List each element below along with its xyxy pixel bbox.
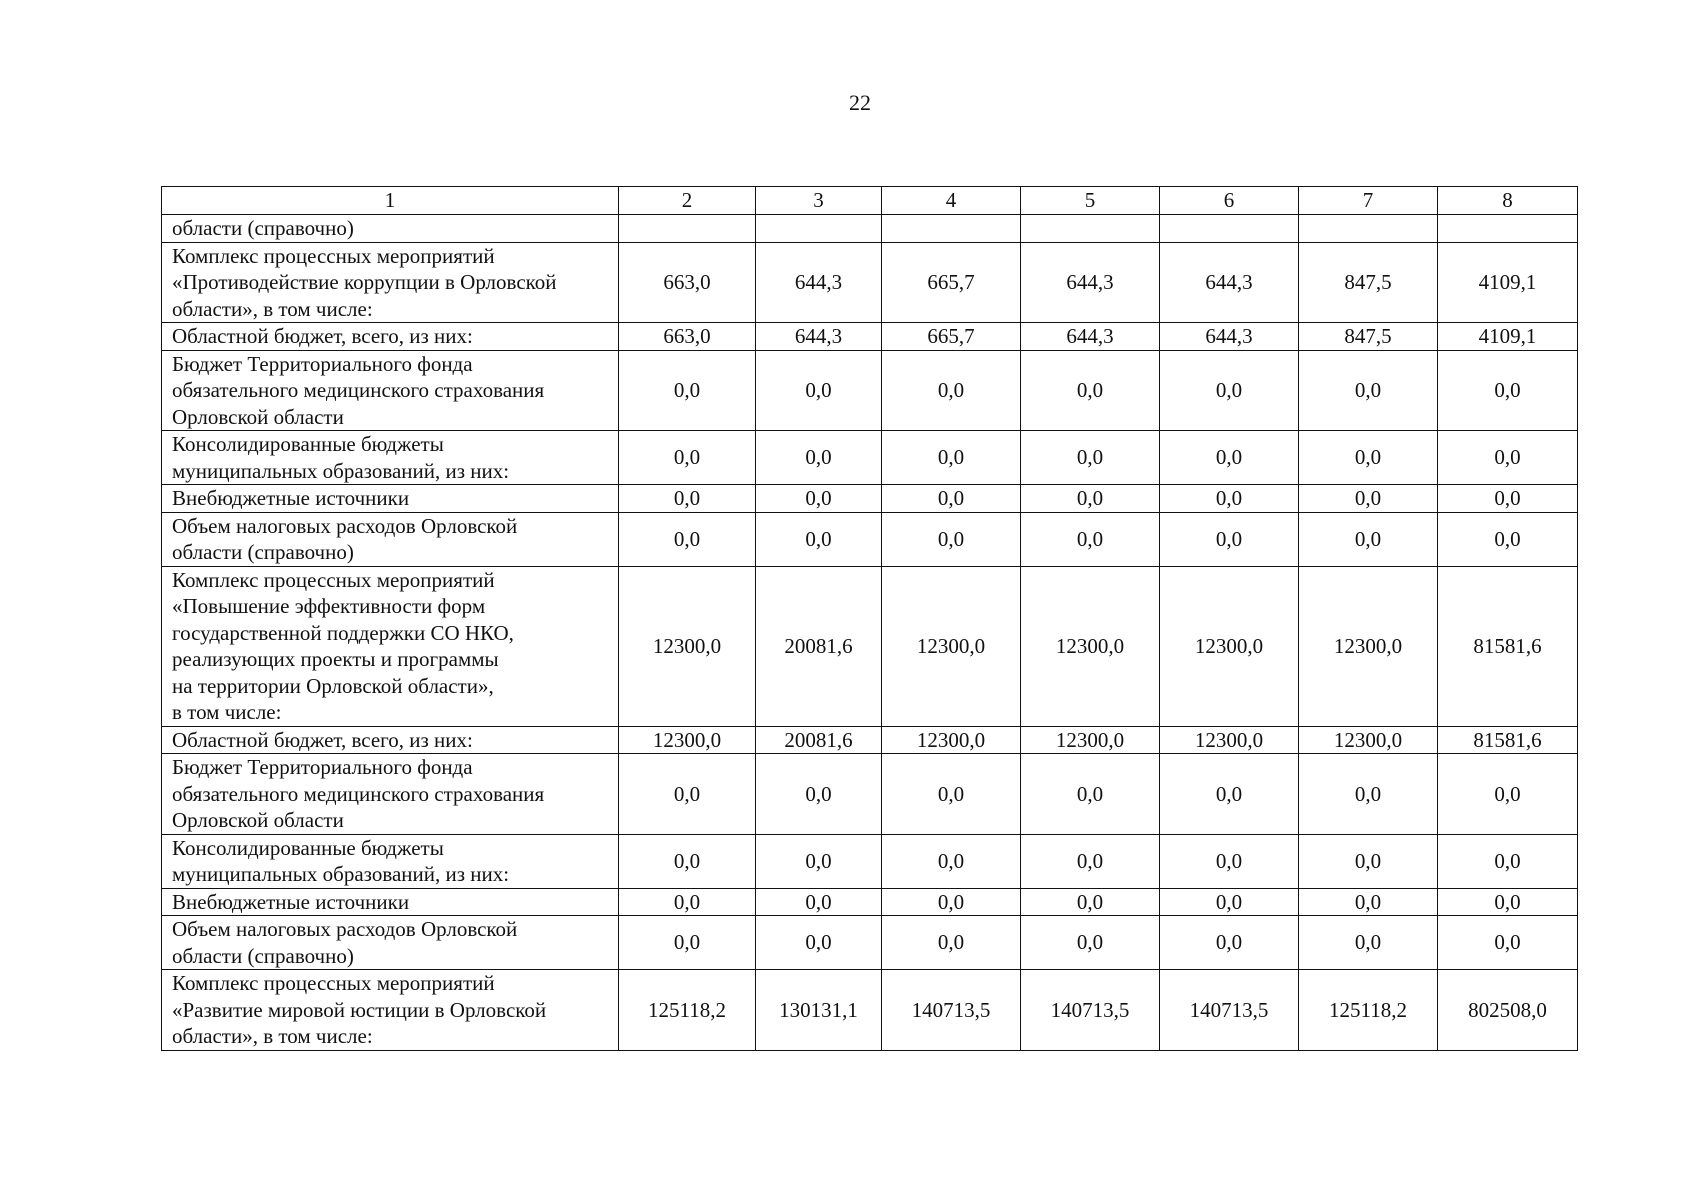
value-cell: 0,0 [619,431,756,485]
row-label-line: «Противодействие коррупции в Орловской [172,270,557,294]
row-label-line: муниципальных образований, из них: [172,862,510,886]
value-cell: 81581,6 [1438,566,1578,726]
row-label-line: на территории Орловской области», [172,673,494,698]
value-cell: 4109,1 [1438,242,1578,323]
value-cell: 0,0 [756,485,882,513]
value-cell: 0,0 [1160,834,1299,888]
row-label-line: Объем налоговых расходов Орловской [172,513,518,538]
column-number-4: 4 [882,187,1021,215]
value-cell: 0,0 [1438,512,1578,566]
column-number-5: 5 [1021,187,1160,215]
value-cell: 0,0 [1299,916,1438,970]
value-cell: 12300,0 [1021,726,1160,754]
value-cell: 12300,0 [619,566,756,726]
column-number-1: 1 [162,187,619,215]
column-number-8: 8 [1438,187,1578,215]
value-cell: 0,0 [1299,754,1438,835]
value-cell: 0,0 [882,431,1021,485]
row-label [162,431,619,485]
value-cell: 0,0 [1021,888,1160,916]
value-cell: 847,5 [1299,242,1438,323]
column-number-3: 3 [756,187,882,215]
table-row [162,834,1578,888]
row-label [162,754,619,835]
value-cell: 0,0 [1438,485,1578,513]
table-row [162,970,1578,1051]
value-cell: 0,0 [1021,485,1160,513]
row-label-line: Орловской области [172,404,344,429]
table-row [162,431,1578,485]
value-cell: 0,0 [1299,834,1438,888]
value-cell: 0,0 [756,350,882,431]
table-row [162,242,1578,323]
row-label-line: области», в том числе: [172,1024,373,1048]
value-cell: 663,0 [619,242,756,323]
value-cell: 12300,0 [882,726,1021,754]
value-cell: 0,0 [756,754,882,835]
value-cell: 0,0 [619,485,756,513]
row-label-line: Орловской области [172,808,344,832]
row-label-line: Внебюджетные источники [172,486,410,510]
value-cell: 140713,5 [1160,970,1299,1051]
row-label [162,834,619,888]
value-cell [1160,215,1299,243]
value-cell: 0,0 [1021,350,1160,431]
value-cell: 644,3 [1021,242,1160,323]
value-cell: 0,0 [882,888,1021,916]
value-cell: 0,0 [1438,834,1578,888]
row-label-line: Областной бюджет, всего, из них: [172,727,473,752]
value-cell [756,215,882,243]
value-cell: 125118,2 [619,970,756,1051]
row-label-line: обязательного медицинского страхования [172,378,545,402]
table-row [162,726,1578,754]
value-cell: 0,0 [619,754,756,835]
value-cell: 130131,1 [756,970,882,1051]
row-label-line: «Повышение эффективности форм [172,594,486,618]
value-cell [1021,215,1160,243]
value-cell: 0,0 [1160,888,1299,916]
value-cell: 644,3 [756,242,882,323]
value-cell: 0,0 [756,834,882,888]
value-cell: 12300,0 [1299,566,1438,726]
value-cell: 12300,0 [1160,566,1299,726]
column-number-2: 2 [619,187,756,215]
row-label [162,323,619,351]
value-cell: 644,3 [1160,323,1299,351]
column-number-6: 6 [1160,187,1299,215]
value-cell: 0,0 [882,485,1021,513]
row-label-line: области», в том числе: [172,296,373,321]
row-label-line: обязательного медицинского страхования [172,781,545,806]
value-cell: 0,0 [1021,834,1160,888]
row-label-line: Комплекс процессных мероприятий [172,243,495,268]
table-row [162,485,1578,513]
value-cell: 0,0 [619,888,756,916]
value-cell: 0,0 [1438,916,1578,970]
value-cell: 644,3 [756,323,882,351]
table-row [162,215,1578,243]
row-label-line: Комплекс процессных мероприятий [172,971,495,995]
value-cell: 140713,5 [1021,970,1160,1051]
value-cell: 0,0 [619,834,756,888]
value-cell: 665,7 [882,242,1021,323]
value-cell: 0,0 [882,834,1021,888]
value-cell: 0,0 [756,916,882,970]
value-cell: 0,0 [1021,916,1160,970]
row-label [162,916,619,970]
row-label-line: области (справочно) [172,216,354,240]
row-label-line: Консолидированные бюджеты [172,835,444,860]
value-cell: 0,0 [1438,350,1578,431]
value-cell [1299,215,1438,243]
value-cell: 20081,6 [756,726,882,754]
row-label-line: «Развитие мировой юстиции в Орловской [172,997,547,1022]
row-label-line: муниципальных образований, из них: [172,458,510,483]
value-cell [1438,215,1578,243]
value-cell: 0,0 [1160,512,1299,566]
row-label-line: в том числе: [172,700,282,724]
row-label [162,888,619,916]
row-label-line: Областной бюджет, всего, из них: [172,324,473,348]
budget-table [161,186,1578,1051]
row-label [162,970,619,1051]
value-cell: 0,0 [1299,485,1438,513]
value-cell: 0,0 [882,916,1021,970]
row-label [162,566,619,726]
value-cell: 0,0 [756,512,882,566]
value-cell: 12300,0 [1299,726,1438,754]
value-cell: 0,0 [756,888,882,916]
row-label-line: Комплекс процессных мероприятий [172,567,495,592]
value-cell: 0,0 [1160,431,1299,485]
row-label [162,242,619,323]
row-label-line: Внебюджетные источники [172,889,410,914]
value-cell: 0,0 [1021,754,1160,835]
value-cell: 0,0 [1160,350,1299,431]
value-cell: 0,0 [1438,888,1578,916]
value-cell: 0,0 [1160,916,1299,970]
value-cell: 81581,6 [1438,726,1578,754]
row-label-line: государственной поддержки СО НКО, [172,620,514,645]
row-label [162,350,619,431]
value-cell: 0,0 [756,431,882,485]
value-cell: 0,0 [619,512,756,566]
value-cell: 0,0 [1299,888,1438,916]
table-row [162,888,1578,916]
value-cell: 665,7 [882,323,1021,351]
value-cell: 0,0 [1438,754,1578,835]
table-header-row [162,187,1578,215]
value-cell: 0,0 [619,350,756,431]
value-cell: 644,3 [1021,323,1160,351]
value-cell: 644,3 [1160,242,1299,323]
row-label-line: Бюджет Территориального фонда [172,755,473,779]
row-label-line: области (справочно) [172,540,354,564]
value-cell: 4109,1 [1438,323,1578,351]
value-cell: 140713,5 [882,970,1021,1051]
value-cell: 0,0 [1160,485,1299,513]
value-cell: 20081,6 [756,566,882,726]
value-cell: 0,0 [1438,431,1578,485]
row-label [162,512,619,566]
value-cell: 663,0 [619,323,756,351]
row-label-line: реализующих проекты и программы [172,647,499,671]
row-label [162,726,619,754]
value-cell: 0,0 [1021,512,1160,566]
value-cell: 12300,0 [1021,566,1160,726]
value-cell: 0,0 [882,350,1021,431]
row-label [162,485,619,513]
value-cell: 125118,2 [1299,970,1438,1051]
row-label-line: области (справочно) [172,943,354,968]
value-cell: 0,0 [1299,512,1438,566]
column-number-7: 7 [1299,187,1438,215]
table-row [162,350,1578,431]
value-cell: 0,0 [1160,754,1299,835]
row-label-line: Бюджет Территориального фонда [172,351,473,376]
value-cell: 0,0 [1021,431,1160,485]
value-cell: 0,0 [882,512,1021,566]
row-label-line: Объем налоговых расходов Орловской [172,917,518,941]
value-cell [882,215,1021,243]
value-cell: 12300,0 [882,566,1021,726]
table-row [162,754,1578,835]
value-cell: 12300,0 [619,726,756,754]
value-cell: 847,5 [1299,323,1438,351]
table-row [162,566,1578,726]
value-cell: 802508,0 [1438,970,1578,1051]
table-row [162,512,1578,566]
table-row [162,916,1578,970]
table-row [162,323,1578,351]
page-number: 22 [849,90,871,115]
value-cell: 0,0 [1299,350,1438,431]
value-cell [619,215,756,243]
value-cell: 0,0 [1299,431,1438,485]
value-cell: 0,0 [882,754,1021,835]
value-cell: 12300,0 [1160,726,1299,754]
row-label [162,215,619,243]
value-cell: 0,0 [619,916,756,970]
row-label-line: Консолидированные бюджеты [172,432,444,456]
